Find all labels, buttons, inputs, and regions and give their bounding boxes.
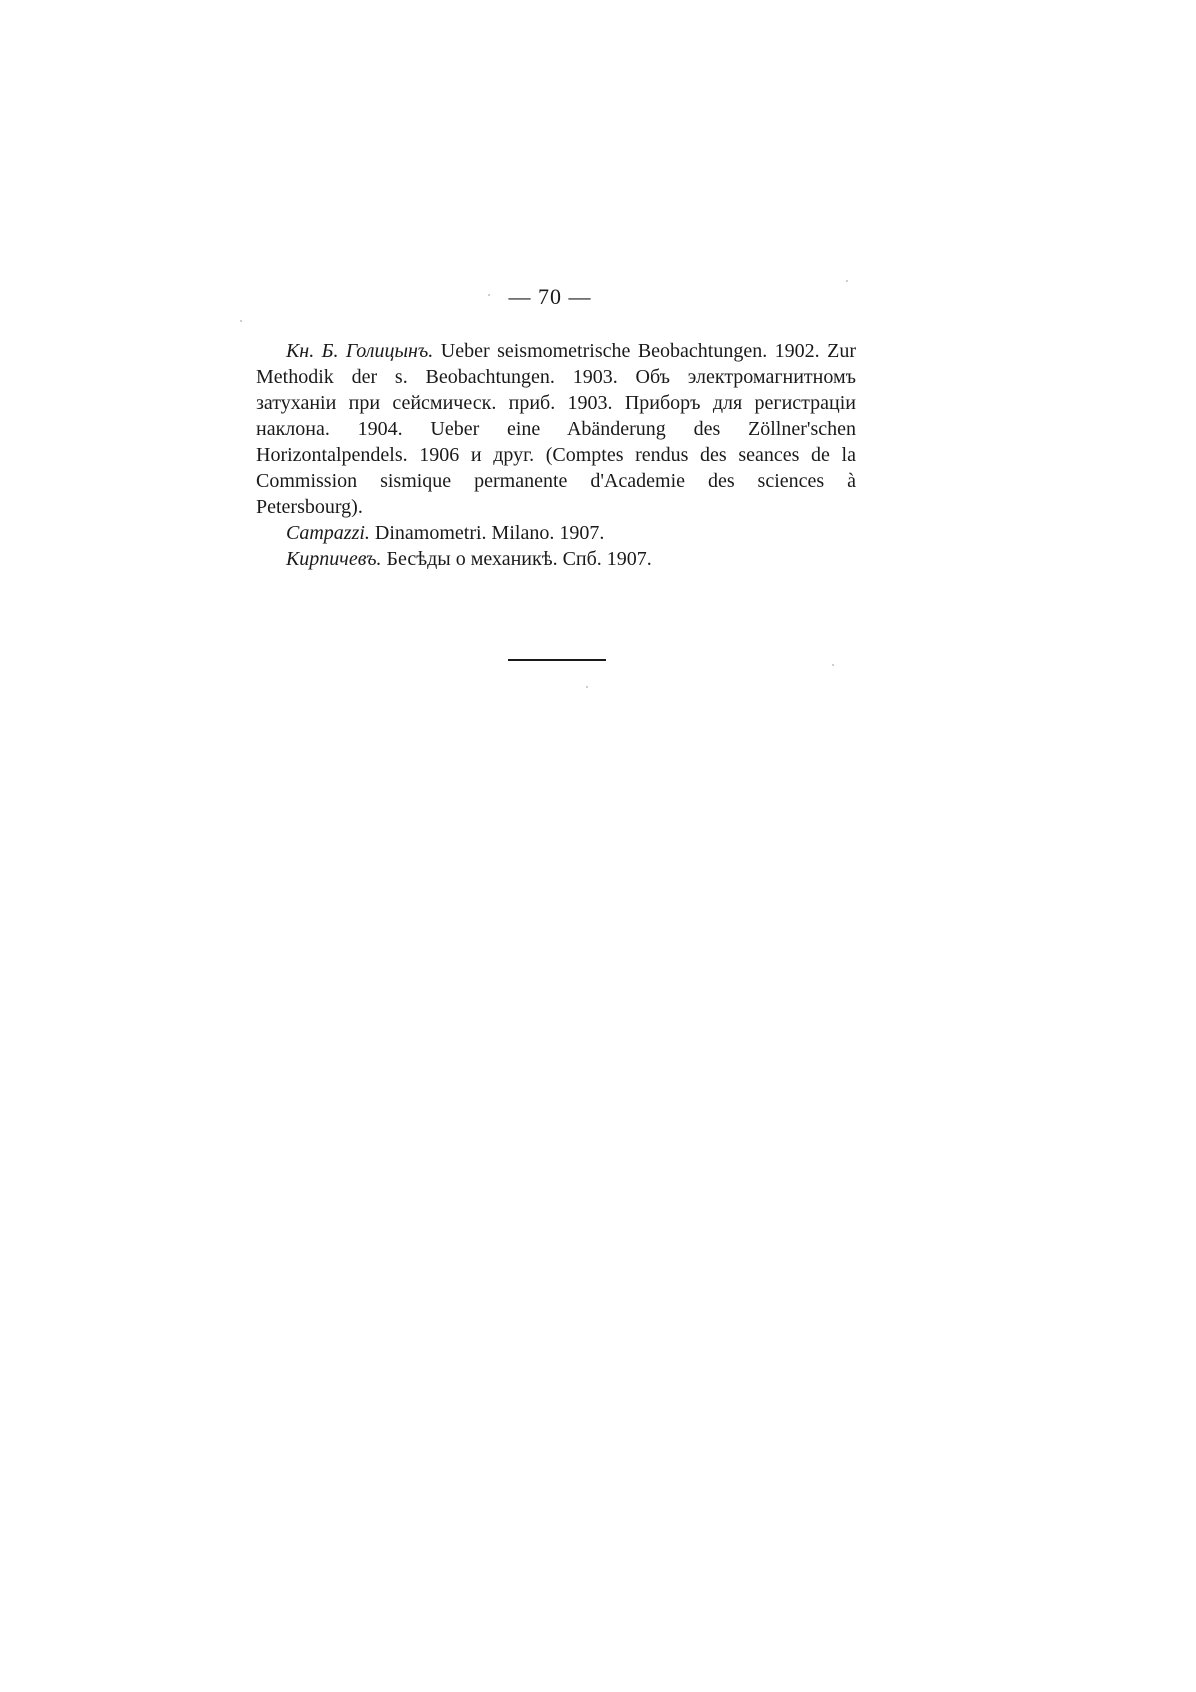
entry-text: Ueber seismometrische Beobachtungen. 1902. Zur Methodik der s. Beobachtungen. 1903. Объ электромагнитномъ затуханіи при сейсмическ. приб. 1903. Приборъ для регистраціи наклона. 1904. Ueber eine Abänderung des Zöllner'schen Horizontalpendels. 1906 и друг. (Comptes rendus des seances de la Commission sismique permanente d'Academie des sciences à Petersbourg). — [256, 340, 856, 518]
bibliography-entry-campazzi — [256, 520, 856, 546]
entry-author: Campazzi. — [286, 522, 370, 544]
scan-speck — [832, 664, 834, 666]
bibliography-entry-kirpichev — [256, 546, 856, 572]
page-number: — 70 — — [508, 284, 592, 309]
bibliography-entry-golitsyn — [256, 338, 856, 520]
scan-speck — [488, 294, 490, 296]
scan-speck — [846, 280, 848, 282]
scan-speck — [240, 320, 242, 322]
entry-text: Бесѣды о механикѣ. Спб. 1907. — [386, 548, 652, 570]
bibliography-list — [256, 338, 856, 572]
entry-text: Dinamometri. Milano. 1907. — [374, 522, 605, 544]
entry-author: Кн. Б. Голицынъ. — [286, 340, 434, 362]
entry-author: Кирпичевъ. — [286, 548, 382, 570]
section-divider — [508, 659, 606, 661]
scan-speck — [586, 686, 588, 688]
